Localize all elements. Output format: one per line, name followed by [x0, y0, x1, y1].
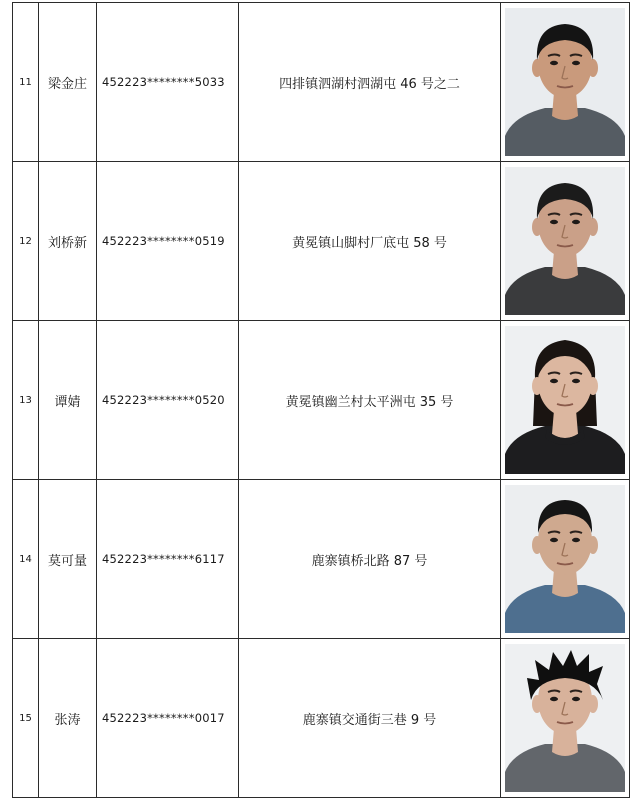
portrait-photo: [505, 8, 625, 156]
portrait-cell: [501, 321, 630, 480]
portrait-photo: [505, 167, 625, 315]
table-row: [13, 480, 630, 639]
portrait-cell: [501, 480, 630, 639]
portrait-cell: [501, 162, 630, 321]
home-address: 鹿寨镇桥北路 87 号: [239, 480, 501, 639]
id-number: 452223********0520: [97, 321, 239, 480]
portrait-cell: [501, 639, 630, 798]
row-number: 11: [13, 3, 39, 162]
table-row: [13, 162, 630, 321]
person-name: 谭婧: [39, 321, 97, 480]
person-name: 刘桥新: [39, 162, 97, 321]
person-name: 张涛: [39, 639, 97, 798]
portrait-photo: [505, 485, 625, 633]
roster-body: [13, 3, 630, 798]
home-address: 黄冕镇幽兰村太平洲屯 35 号: [239, 321, 501, 480]
portrait-photo: [505, 644, 625, 792]
home-address: 鹿寨镇交通街三巷 9 号: [239, 639, 501, 798]
id-number: 452223********0017: [97, 639, 239, 798]
id-number: 452223********0519: [97, 162, 239, 321]
person-name: 莫可量: [39, 480, 97, 639]
id-number: 452223********5033: [97, 3, 239, 162]
home-address: 黄冕镇山脚村厂底屯 58 号: [239, 162, 501, 321]
id-number: 452223********6117: [97, 480, 239, 639]
table-row: [13, 639, 630, 798]
row-number: 12: [13, 162, 39, 321]
portrait-photo: [505, 326, 625, 474]
row-number: 14: [13, 480, 39, 639]
table-row: [13, 321, 630, 480]
roster-table: [12, 2, 630, 798]
table-row: [13, 3, 630, 162]
home-address: 四排镇泗湖村泗湖屯 46 号之二: [239, 3, 501, 162]
row-number: 15: [13, 639, 39, 798]
row-number: 13: [13, 321, 39, 480]
portrait-cell: [501, 3, 630, 162]
person-name: 梁金庄: [39, 3, 97, 162]
